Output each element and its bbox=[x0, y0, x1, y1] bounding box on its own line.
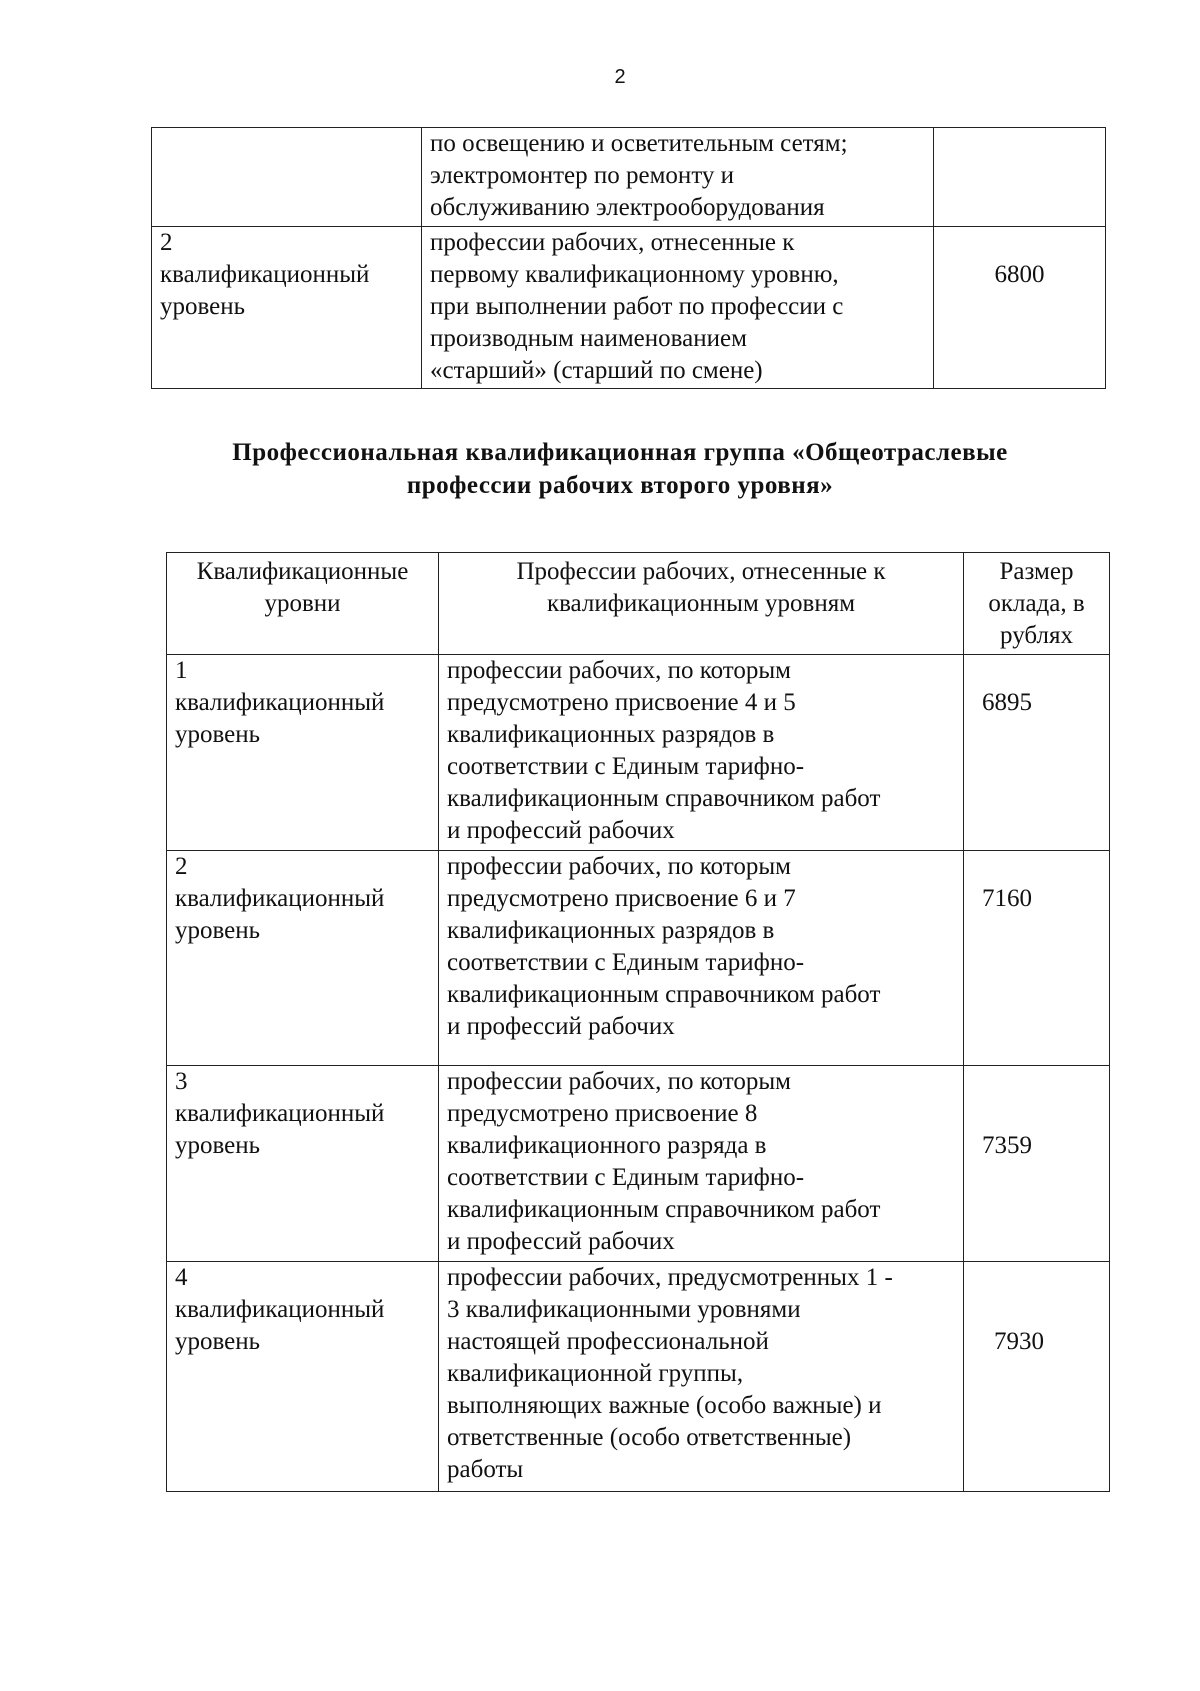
profession-line: первому квалификационному уровню, bbox=[430, 261, 839, 288]
profession-cell bbox=[439, 851, 964, 1066]
profession-line: профессии рабочих, по которым bbox=[447, 1068, 792, 1095]
profession-cell bbox=[422, 227, 934, 389]
header-line: Квалификационные bbox=[196, 558, 409, 585]
level-label: уровень bbox=[175, 1132, 261, 1159]
profession-line: профессии рабочих, по которым bbox=[447, 657, 792, 684]
table-row bbox=[152, 128, 1106, 227]
level-label: квалификационный bbox=[175, 1296, 385, 1323]
level-label: уровень bbox=[160, 293, 246, 320]
level-label: уровень bbox=[175, 917, 261, 944]
section-title bbox=[160, 436, 1080, 502]
profession-line: и профессий рабочих bbox=[447, 1228, 675, 1255]
table-row bbox=[152, 227, 1106, 389]
page-number: 2 bbox=[614, 66, 626, 88]
section-title-line: профессии рабочих второго уровня» bbox=[406, 472, 834, 499]
profession-line: настоящей профессиональной bbox=[447, 1328, 769, 1355]
header-line: квалификационным уровням bbox=[546, 590, 856, 617]
level-cell bbox=[152, 227, 422, 389]
level-label: квалификационный bbox=[175, 885, 385, 912]
profession-line: и профессий рабочих bbox=[447, 817, 675, 844]
level-cell bbox=[167, 1262, 439, 1492]
profession-line: предусмотрено присвоение 8 bbox=[447, 1100, 758, 1127]
profession-cell bbox=[439, 1262, 964, 1492]
salary-cell bbox=[934, 128, 1106, 227]
profession-line: электромонтер по ремонту и bbox=[430, 162, 735, 189]
header-levels bbox=[167, 553, 439, 655]
profession-line: 3 квалификационными уровнями bbox=[447, 1296, 801, 1323]
salary-cell bbox=[964, 655, 1110, 851]
profession-line: соответствии с Единым тарифно- bbox=[447, 753, 805, 780]
profession-line: соответствии с Единым тарифно- bbox=[447, 1164, 805, 1191]
profession-cell bbox=[422, 128, 934, 227]
salary-cell bbox=[964, 851, 1110, 1066]
level-cell bbox=[167, 655, 439, 851]
profession-cell bbox=[439, 1066, 964, 1262]
profession-line: квалификационным справочником работ bbox=[447, 1196, 881, 1223]
salary-value: 7160 bbox=[982, 885, 1032, 912]
header-line: оклада, в bbox=[988, 590, 1085, 617]
level-number: 2 bbox=[160, 229, 173, 256]
profession-line: квалификационного разряда в bbox=[447, 1132, 767, 1159]
profession-line: предусмотрено присвоение 4 и 5 bbox=[447, 689, 796, 716]
profession-line: квалификационной группы, bbox=[447, 1360, 744, 1387]
profession-line: работы bbox=[447, 1456, 524, 1483]
salary-table-continued bbox=[151, 127, 1106, 389]
profession-line: и профессий рабочих bbox=[447, 1013, 675, 1040]
profession-line: соответствии с Единым тарифно- bbox=[447, 949, 805, 976]
level-number: 3 bbox=[175, 1068, 188, 1095]
salary-table bbox=[166, 552, 1110, 1492]
header-professions bbox=[439, 553, 964, 655]
profession-line: профессии рабочих, отнесенные к bbox=[430, 229, 795, 256]
profession-line: квалификационных разрядов в bbox=[447, 917, 775, 944]
salary-cell bbox=[964, 1262, 1110, 1492]
profession-line: профессии рабочих, по которым bbox=[447, 853, 792, 880]
table-row bbox=[167, 851, 1110, 1066]
salary-value: 7359 bbox=[982, 1132, 1032, 1159]
level-cell bbox=[152, 128, 422, 227]
profession-cell bbox=[439, 655, 964, 851]
profession-line: при выполнении работ по профессии с bbox=[430, 293, 844, 320]
level-label: квалификационный bbox=[160, 261, 370, 288]
level-number: 1 bbox=[175, 657, 188, 684]
salary-value: 7930 bbox=[994, 1328, 1044, 1355]
table-header-row bbox=[167, 553, 1110, 655]
table-row bbox=[167, 655, 1110, 851]
salary-value: 6800 bbox=[994, 261, 1045, 288]
table-row bbox=[167, 1066, 1110, 1262]
header-line: Размер bbox=[999, 558, 1074, 585]
level-label: квалификационный bbox=[175, 689, 385, 716]
profession-line: выполняющих важные (особо важные) и bbox=[447, 1392, 882, 1419]
header-line: Профессии рабочих, отнесенные к bbox=[516, 558, 886, 585]
level-label: квалификационный bbox=[175, 1100, 385, 1127]
profession-line: обслуживанию электрооборудования bbox=[430, 194, 825, 221]
level-number: 4 bbox=[175, 1264, 188, 1291]
profession-line: квалификационных разрядов в bbox=[447, 721, 775, 748]
profession-line: квалификационным справочником работ bbox=[447, 981, 881, 1008]
profession-line: предусмотрено присвоение 6 и 7 bbox=[447, 885, 796, 912]
section-title-line: Профессиональная квалификационная группа «Общеотраслевые bbox=[232, 439, 1008, 466]
salary-cell bbox=[964, 1066, 1110, 1262]
level-number: 2 bbox=[175, 853, 188, 880]
header-line: рублях bbox=[1000, 622, 1073, 649]
salary-cell bbox=[934, 227, 1106, 389]
profession-line: ответственные (особо ответственные) bbox=[447, 1424, 852, 1451]
profession-line: по освещению и осветительным сетям; bbox=[430, 130, 848, 157]
profession-line: производным наименованием bbox=[430, 325, 747, 352]
header-salary bbox=[964, 553, 1110, 655]
level-cell bbox=[167, 1066, 439, 1262]
salary-value: 6895 bbox=[982, 689, 1032, 716]
table-row bbox=[167, 1262, 1110, 1492]
profession-line: квалификационным справочником работ bbox=[447, 785, 881, 812]
profession-line: «старший» (старший по смене) bbox=[430, 357, 763, 384]
level-label: уровень bbox=[175, 721, 261, 748]
level-cell bbox=[167, 851, 439, 1066]
profession-line: профессии рабочих, предусмотренных 1 - bbox=[447, 1264, 893, 1291]
level-label: уровень bbox=[175, 1328, 261, 1355]
header-line: уровни bbox=[264, 590, 341, 617]
